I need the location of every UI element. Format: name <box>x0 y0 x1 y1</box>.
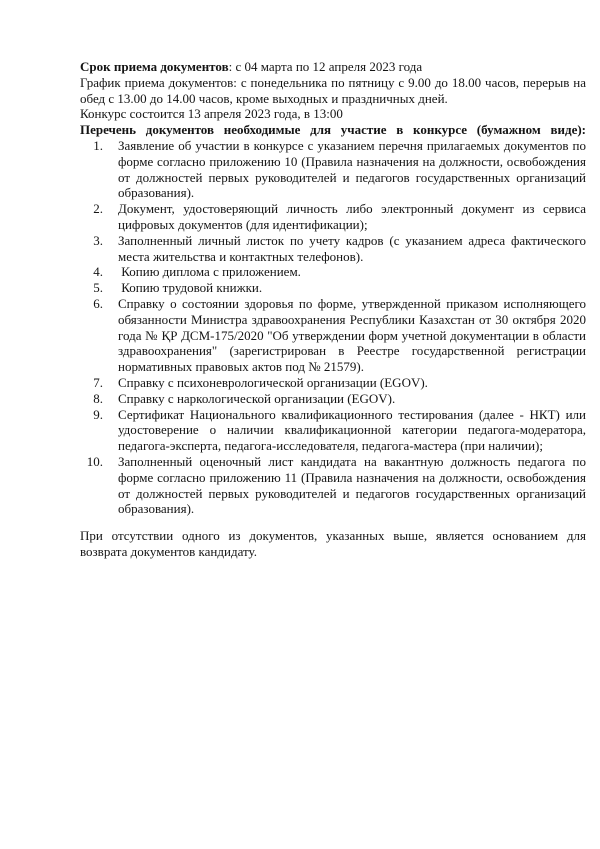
list-item-text: Копию диплома с приложением. <box>118 264 301 280</box>
list-heading: Перечень документов необходимые для участие в конкурсе (бумажном виде): <box>80 122 586 138</box>
list-item-text: Справку о состоянии здоровья по форме, утвержденной приказом исполняющего обязанности Министра здравоохранения Республики Казахстан от 30 октября 2020 года № ҚР ДСМ-175/2020 "Об утверждении форм учетной документации в области здравоохранения" (зарегистрирован в Реестре государственной регистрации нормативных правовых актов под № 21579). <box>118 295 586 375</box>
list-item <box>80 233 586 265</box>
list-item-number: 7. <box>93 374 103 390</box>
paragraph-schedule: График приема документов: с понедельника по пятницу с 9.00 до 18.00 часов, перерыв на обед с 13.00 до 14.00 часов, кроме выходных и праздничных дней. <box>80 74 586 106</box>
list-item-text: Справку с наркологической организации (EGOV). <box>118 390 396 406</box>
list-item <box>80 296 586 375</box>
list-item-text: Справку с психоневрологической организации (EGOV). <box>118 374 428 390</box>
list-item-number: 8. <box>93 390 103 406</box>
list-item-text: Документ, удостоверяющий личность либо электронный документ из сервиса цифровых документов (для идентификации); <box>118 201 586 232</box>
list-item <box>80 264 586 280</box>
paragraph-deadline <box>80 59 586 75</box>
list-item-number: 5. <box>93 280 103 296</box>
list-item-number: 4. <box>93 264 103 280</box>
list-item-text: Копию трудовой книжки. <box>118 280 263 296</box>
list-item-text: Заполненный оценочный лист кандидата на вакантную должность педагога по форме согласно приложению 11 (Правила назначения на должности, освобождения от должностей первых руководителей и педагогов государственных организаций образования). <box>118 453 586 517</box>
deadline-value: : с 04 марта по 12 апреля 2023 года <box>228 59 423 74</box>
list-item-number: 3. <box>93 232 103 248</box>
list-item-number: 1. <box>93 137 103 153</box>
list-item <box>80 454 586 517</box>
list-item <box>80 391 586 407</box>
list-item-text: Сертификат Национального квалификационного тестирования (далее - НКТ) или удостоверение о наличии квалификационной категории педагога-модератора, педагога-эксперта, педагога-исследователя, педагога-мастера (при наличии); <box>118 406 586 454</box>
list-item-number: 2. <box>93 201 103 217</box>
list-item <box>80 201 586 233</box>
list-item-number: 6. <box>93 295 103 311</box>
list-item-number: 10. <box>86 453 103 469</box>
list-item <box>80 407 586 454</box>
footer-note: При отсутствии одного из документов, указанных выше, является основанием для возврата документов кандидату. <box>80 528 586 559</box>
list-item-text: Заявление об участии в конкурсе с указанием перечня прилагаемых документов по форме согласно приложению 10 (Правила назначения на должности, освобождения от должностей первых руководителей и педагогов государственных организаций образования). <box>118 137 586 201</box>
list-item <box>80 375 586 391</box>
list-item-number: 9. <box>93 406 103 422</box>
deadline-label: Срок приема документов <box>80 59 229 74</box>
paragraph-contest-date: Конкурс состоится 13 апреля 2023 года, в 13:00 <box>80 106 343 122</box>
list-item-text: Заполненный личный листок по учету кадров (с указанием адреса фактического места жительства и контактных телефонов). <box>118 232 586 264</box>
list-item <box>80 138 586 201</box>
documents-list <box>80 138 586 517</box>
list-item <box>80 280 586 296</box>
